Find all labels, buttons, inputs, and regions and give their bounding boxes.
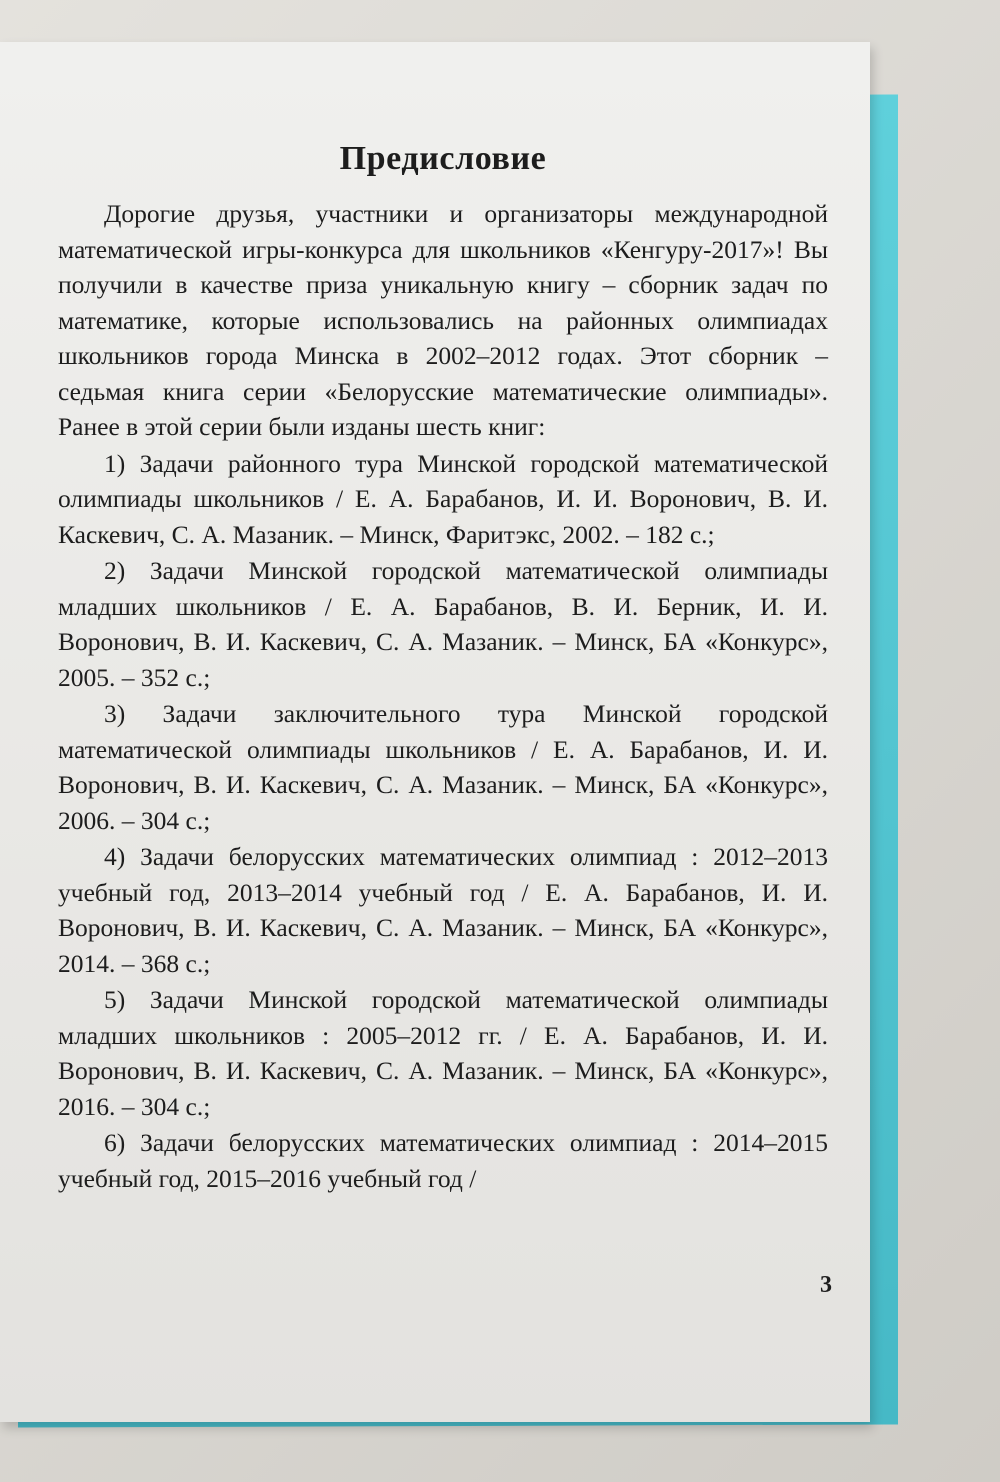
book-list-item-1: 1) Задачи районного тура Минской городской математической олимпиады школьников / Е. А. Барабанов, И. И. Воронович, В. И. Каскевич, С. А. Мазаник. – Минск, Фаритэкс, 2002. – 182 с.;	[58, 448, 828, 549]
book-list-item-3: 3) Задачи заключительного тура Минской городской математической олимпиады школьников / Е. А. Барабанов, И. И. Воронович, В. И. Каскевич, С. А. Мазаник. – Минск, БА «Конкурс», 2006. – 304 с.;	[58, 699, 828, 835]
page-content	[58, 140, 828, 1197]
book-page	[0, 42, 870, 1422]
page-title: Предисловие	[339, 140, 547, 177]
book-list-item-5: 5) Задачи Минской городской математической олимпиады младших школьников : 2005–2012 гг. / Е. А. Барабанов, И. И. Воронович, В. И. Каскевич, С. А. Мазаник. – Минск, БА «Конкурс», 2016. – 304 с.;	[58, 985, 828, 1121]
page-number: 3	[820, 1272, 832, 1298]
book-list-item-6: 6) Задачи белорусских математических олимпиад : 2014–2015 учебный год, 2015–2016 учебный год /	[58, 1128, 828, 1193]
book-list-item-2: 2) Задачи Минской городской математической олимпиады младших школьников / Е. А. Барабанов, В. И. Берник, И. И. Воронович, В. И. Каскевич, С. А. Мазаник. – Минск, БА «Конкурс», 2005. – 352 с.;	[58, 556, 828, 692]
intro-paragraph: Дорогие друзья, участники и организаторы международной математической игры-конкурса для школьников «Кенгуру-2017»! Вы получили в качестве приза уникальную книгу – сборник задач по математике, которые использовались на районных олимпиадах школьников города Минска в 2002–2012 годах. Этот сборник – седьмая книга серии «Белорусские математические олимпиады». Ранее в этой серии были изданы шесть книг:	[58, 199, 828, 441]
book-list-item-4: 4) Задачи белорусских математических олимпиад : 2012–2013 учебный год, 2013–2014 учебный год / Е. А. Барабанов, И. И. Воронович, В. И. Каскевич, С. А. Мазаник. – Минск, БА «Конкурс», 2014. – 368 с.;	[58, 842, 828, 978]
